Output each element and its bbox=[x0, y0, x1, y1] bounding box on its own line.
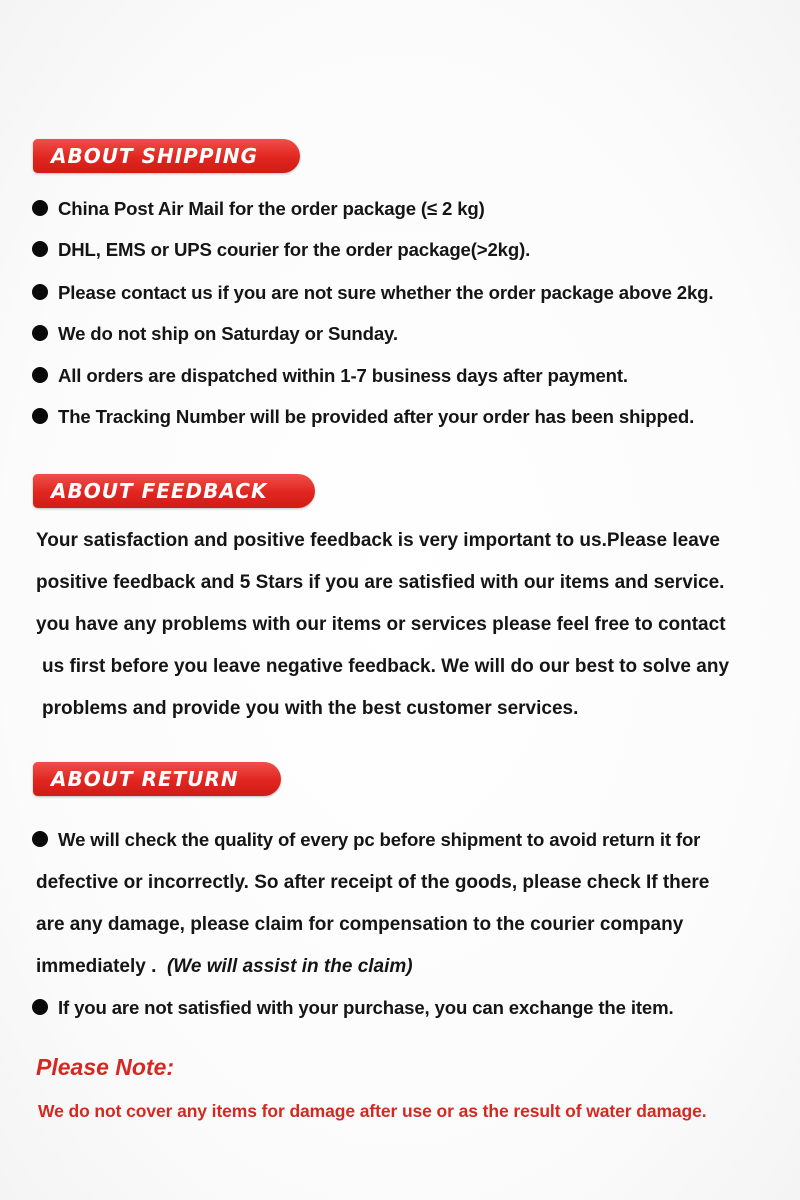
shipping-item bbox=[32, 239, 530, 261]
shipping-banner bbox=[33, 139, 300, 173]
return-line: defective or incorrectly. So after receipt of the goods, please check If there bbox=[36, 872, 710, 893]
shipping-item-text: The Tracking Number will be provided after your order has been shipped. bbox=[58, 406, 695, 427]
shipping-banner-title: ABOUT SHIPPING bbox=[51, 144, 259, 168]
return-line-italic: (We will assist in the claim) bbox=[166, 956, 413, 977]
shipping-item bbox=[32, 282, 713, 304]
feedback-line: us first before you leave negative feedback. We will do our best to solve any bbox=[42, 656, 730, 677]
bullet-icon bbox=[32, 241, 48, 257]
shipping-item-text: We do not ship on Saturday or Sunday. bbox=[58, 323, 398, 344]
return-banner bbox=[33, 762, 281, 796]
bullet-icon bbox=[32, 999, 48, 1015]
bullet-icon bbox=[32, 325, 48, 341]
feedback-line: you have any problems with our items or services please feel free to contact bbox=[36, 614, 726, 635]
bullet-icon bbox=[32, 284, 48, 300]
return-item bbox=[32, 997, 674, 1019]
note-title: Please Note: bbox=[36, 1054, 175, 1080]
note-text: We do not cover any items for damage after use or as the result of water damage. bbox=[38, 1101, 707, 1121]
bullet-icon bbox=[32, 367, 48, 383]
return-banner-title: ABOUT RETURN bbox=[51, 767, 239, 791]
return-line-prefix: immediately . bbox=[36, 956, 167, 977]
shipping-item-text: Please contact us if you are not sure whether the order package above 2kg. bbox=[58, 282, 714, 303]
shipping-item-text: China Post Air Mail for the order package (≤ 2 kg) bbox=[58, 198, 485, 219]
feedback-banner bbox=[33, 474, 315, 508]
shipping-item bbox=[32, 323, 398, 345]
return-item-text: If you are not satisfied with your purchase, you can exchange the item. bbox=[58, 997, 674, 1018]
bullet-icon bbox=[32, 831, 48, 847]
feedback-line: Your satisfaction and positive feedback is very important to us.Please leave bbox=[36, 530, 720, 551]
bullet-icon bbox=[32, 408, 48, 424]
feedback-line: problems and provide you with the best customer services. bbox=[42, 698, 579, 719]
return-line: are any damage, please claim for compensation to the courier company bbox=[36, 914, 684, 935]
shipping-item bbox=[32, 406, 694, 428]
return-item bbox=[32, 829, 700, 851]
shipping-item-text: All orders are dispatched within 1-7 business days after payment. bbox=[58, 365, 628, 386]
feedback-line: positive feedback and 5 Stars if you are satisfied with our items and service. bbox=[36, 572, 725, 593]
shipping-item bbox=[32, 198, 485, 220]
return-item-text: We will check the quality of every pc before shipment to avoid return it for bbox=[58, 829, 701, 850]
bullet-icon bbox=[32, 200, 48, 216]
shipping-item bbox=[32, 365, 628, 387]
feedback-banner-title: ABOUT FEEDBACK bbox=[51, 479, 268, 503]
shipping-item-text: DHL, EMS or UPS courier for the order package(>2kg). bbox=[58, 239, 531, 260]
return-line bbox=[36, 956, 413, 978]
